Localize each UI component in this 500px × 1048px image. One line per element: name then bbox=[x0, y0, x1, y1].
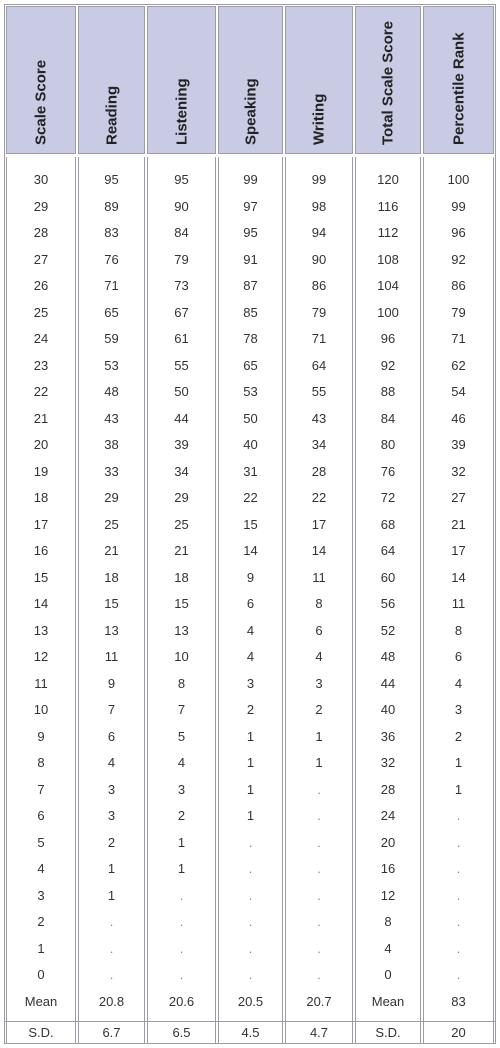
table-cell: 12 bbox=[380, 887, 396, 903]
header-speaking bbox=[218, 6, 283, 154]
table-cell: 67 bbox=[174, 304, 189, 320]
table-cell: 55 bbox=[311, 384, 327, 399]
table-cell: . bbox=[248, 887, 253, 903]
table-cell: 78 bbox=[243, 331, 258, 346]
table-cell: . bbox=[109, 914, 114, 929]
table-cell: 16 bbox=[380, 861, 396, 876]
sd-cell: 6.7 bbox=[78, 1022, 145, 1044]
table-cell: 116 bbox=[377, 198, 399, 214]
table-cell: . bbox=[317, 914, 321, 929]
table-cell: 1 bbox=[107, 887, 116, 903]
table-cell: 73 bbox=[174, 278, 189, 293]
table-cell: 60 bbox=[380, 569, 396, 585]
table-cell: . bbox=[317, 967, 321, 982]
table-cell: 32 bbox=[380, 755, 396, 770]
table-cell: . bbox=[456, 914, 461, 929]
table-cell: . bbox=[317, 834, 321, 850]
header-scale-score bbox=[6, 6, 76, 154]
table-cell: 19 bbox=[33, 463, 49, 479]
table-cell: 29 bbox=[33, 198, 49, 214]
table-cell: 56 bbox=[380, 596, 396, 611]
table-cell: 91 bbox=[243, 251, 258, 267]
table-cell: 3 bbox=[315, 675, 323, 691]
table-cell: 1 bbox=[315, 728, 323, 744]
table-cell: 96 bbox=[451, 225, 466, 240]
table-cell: 13 bbox=[104, 622, 119, 638]
table-cell: . bbox=[317, 940, 321, 956]
table-cell: 11 bbox=[104, 649, 119, 664]
table-cell: 71 bbox=[311, 331, 327, 346]
table-cell: . bbox=[248, 834, 253, 850]
table-cell: 7 bbox=[177, 702, 186, 717]
table-cell: 6 bbox=[37, 808, 45, 823]
table-cell: 15 bbox=[104, 596, 119, 611]
table-cell: 24 bbox=[33, 331, 49, 346]
table-cell: . bbox=[179, 940, 184, 956]
table-cell: 79 bbox=[451, 304, 466, 320]
table-cell: 79 bbox=[311, 304, 327, 320]
table-cell: 76 bbox=[104, 251, 119, 267]
table-cell: 27 bbox=[451, 490, 466, 505]
header-label: Scale Score bbox=[32, 59, 50, 145]
table-cell: 13 bbox=[33, 622, 49, 638]
table-cell: 48 bbox=[104, 384, 119, 399]
table-cell: 15 bbox=[174, 596, 189, 611]
table-cell: 14 bbox=[451, 569, 466, 585]
table-cell: 50 bbox=[174, 384, 189, 399]
table-cell: 1 bbox=[315, 755, 323, 770]
table-cell: 61 bbox=[174, 331, 189, 346]
table-cell: 53 bbox=[243, 384, 258, 399]
table-cell: 95 bbox=[174, 172, 189, 187]
table-cell: 1 bbox=[177, 861, 186, 876]
table-cell: 39 bbox=[174, 437, 189, 452]
header-writing bbox=[285, 6, 353, 154]
table-cell: 100 bbox=[447, 172, 470, 187]
table-cell: 1 bbox=[37, 940, 45, 956]
table-cell: 6 bbox=[107, 728, 116, 744]
table-cell: Mean bbox=[24, 993, 58, 1009]
table-cell: 2 bbox=[177, 808, 186, 823]
table-cell: . bbox=[456, 940, 461, 956]
table-cell: 28 bbox=[380, 781, 396, 797]
table-cell: 20.7 bbox=[306, 993, 332, 1009]
table-body bbox=[5, 157, 495, 1021]
table-cell: 6 bbox=[246, 596, 255, 611]
table-cell: . bbox=[179, 914, 184, 929]
table-cell: 4 bbox=[384, 940, 392, 956]
table-cell: 43 bbox=[104, 410, 119, 426]
table-cell: 120 bbox=[377, 172, 399, 187]
table-header-row bbox=[5, 5, 495, 155]
table-cell: 14 bbox=[33, 596, 49, 611]
table-cell: 18 bbox=[104, 569, 119, 585]
table-cell: 3 bbox=[37, 887, 45, 903]
table-cell: 34 bbox=[311, 437, 327, 452]
table-cell: . bbox=[456, 834, 461, 850]
table-cell: 14 bbox=[243, 543, 258, 558]
table-cell: 15 bbox=[33, 569, 49, 585]
header-label: Speaking bbox=[242, 78, 259, 145]
table-cell: 8 bbox=[177, 675, 186, 691]
table-cell: 65 bbox=[104, 304, 119, 320]
table-cell: 21 bbox=[174, 543, 189, 558]
table-cell: 20.8 bbox=[98, 993, 125, 1009]
table-cell: 2 bbox=[315, 702, 323, 717]
table-cell: 1 bbox=[246, 808, 255, 823]
table-cell: 27 bbox=[33, 251, 49, 267]
table-cell: 90 bbox=[174, 198, 189, 214]
header-label: Total Scale Score bbox=[379, 21, 397, 145]
table-cell: 14 bbox=[311, 543, 327, 558]
table-cell: 9 bbox=[107, 675, 116, 691]
table-cell: 10 bbox=[33, 702, 49, 717]
table-cell: 17 bbox=[451, 543, 466, 558]
table-cell: 104 bbox=[377, 278, 399, 293]
table-cell: 71 bbox=[104, 278, 119, 293]
table-cell: . bbox=[456, 967, 461, 982]
table-cell: 3 bbox=[107, 808, 116, 823]
table-cell: 16 bbox=[33, 543, 49, 558]
table-cell: 86 bbox=[311, 278, 327, 293]
table-cell: . bbox=[179, 967, 184, 982]
table-cell: 84 bbox=[174, 225, 189, 240]
table-cell: 4 bbox=[246, 649, 255, 664]
table-cell: . bbox=[109, 940, 114, 956]
table-cell: 32 bbox=[451, 463, 466, 479]
table-cell: 4 bbox=[454, 675, 463, 691]
table-cell: 95 bbox=[104, 172, 119, 187]
table-cell: 2 bbox=[107, 834, 116, 850]
table-cell: 83 bbox=[451, 993, 466, 1009]
sd-cell: 20 bbox=[423, 1022, 494, 1044]
table-cell: 30 bbox=[33, 172, 49, 187]
table-cell: 9 bbox=[37, 728, 45, 744]
table-cell: 20.5 bbox=[237, 993, 264, 1009]
sd-cell: 4.7 bbox=[285, 1022, 353, 1044]
table-cell: 11 bbox=[312, 569, 326, 585]
table-cell: 46 bbox=[451, 410, 466, 426]
table-cell: 1 bbox=[454, 781, 463, 797]
header-label: Reading bbox=[103, 85, 120, 145]
table-cell: 2 bbox=[246, 702, 255, 717]
table-cell: . bbox=[248, 861, 253, 876]
table-cell: 20 bbox=[33, 437, 49, 452]
table-cell: 68 bbox=[380, 516, 396, 532]
table-cell: 92 bbox=[451, 251, 466, 267]
table-cell: 90 bbox=[311, 251, 327, 267]
table-cell: 6 bbox=[315, 622, 323, 638]
table-cell: . bbox=[456, 887, 461, 903]
table-cell: 1 bbox=[246, 755, 255, 770]
table-cell: 4 bbox=[315, 649, 323, 664]
table-cell: 1 bbox=[246, 728, 255, 744]
score-table bbox=[4, 4, 496, 1044]
table-cell: 62 bbox=[451, 357, 466, 373]
column-total-scale-score bbox=[355, 157, 421, 1021]
column-listening bbox=[147, 157, 216, 1021]
table-cell: 84 bbox=[380, 410, 396, 426]
table-cell: 96 bbox=[380, 331, 396, 346]
header-label: Listening bbox=[173, 78, 190, 145]
table-cell: 85 bbox=[243, 304, 258, 320]
table-cell: . bbox=[317, 808, 321, 823]
table-cell: 8 bbox=[454, 622, 463, 638]
table-cell: 5 bbox=[37, 834, 45, 850]
table-cell: 22 bbox=[243, 490, 258, 505]
table-cell: 25 bbox=[104, 516, 119, 532]
header-label: Percentile Rank bbox=[450, 32, 467, 145]
table-cell: 3 bbox=[246, 675, 255, 691]
table-cell: 92 bbox=[380, 357, 396, 373]
table-cell: 20 bbox=[380, 834, 396, 850]
table-cell: . bbox=[179, 887, 184, 903]
table-cell: 6 bbox=[454, 649, 463, 664]
table-cell: 28 bbox=[311, 463, 327, 479]
table-cell: 29 bbox=[104, 490, 119, 505]
table-cell: 95 bbox=[243, 225, 258, 240]
table-cell: 52 bbox=[380, 622, 396, 638]
table-cell: 76 bbox=[380, 463, 396, 479]
table-cell: 64 bbox=[380, 543, 396, 558]
table-cell: 8 bbox=[315, 596, 323, 611]
column-percentile-rank bbox=[423, 157, 494, 1021]
table-cell: 21 bbox=[33, 410, 49, 426]
table-cell: 1 bbox=[246, 781, 255, 797]
table-cell: 112 bbox=[377, 225, 399, 240]
table-cell: . bbox=[248, 914, 253, 929]
table-cell: 9 bbox=[246, 569, 255, 585]
table-cell: 23 bbox=[33, 357, 49, 373]
table-cell: 21 bbox=[104, 543, 119, 558]
table-cell: 8 bbox=[37, 755, 45, 770]
table-cell: 86 bbox=[451, 278, 466, 293]
table-cell: 7 bbox=[107, 702, 116, 717]
sd-cell: 4.5 bbox=[218, 1022, 283, 1044]
table-cell: 4 bbox=[177, 755, 186, 770]
table-cell: 17 bbox=[311, 516, 327, 532]
table-cell: 72 bbox=[380, 490, 396, 505]
header-reading bbox=[78, 6, 145, 154]
column-scale-score bbox=[6, 157, 76, 1021]
table-cell: 4 bbox=[246, 622, 255, 638]
table-cell: 1 bbox=[107, 861, 116, 876]
header-label: Writing bbox=[310, 93, 328, 145]
table-cell: 31 bbox=[243, 463, 258, 479]
table-cell: 13 bbox=[174, 622, 189, 638]
table-cell: 98 bbox=[311, 198, 327, 214]
table-cell: . bbox=[109, 967, 114, 982]
table-cell: 12 bbox=[33, 649, 49, 664]
table-cell: 89 bbox=[104, 198, 119, 214]
table-cell: 97 bbox=[243, 198, 258, 214]
table-cell: 38 bbox=[104, 437, 119, 452]
table-cell: 2 bbox=[37, 914, 45, 929]
table-cell: 48 bbox=[380, 649, 396, 664]
table-cell: 64 bbox=[311, 357, 327, 373]
table-cell: 22 bbox=[33, 384, 49, 399]
table-cell: 53 bbox=[104, 357, 119, 373]
table-cell: 59 bbox=[104, 331, 119, 346]
table-cell: 54 bbox=[451, 384, 466, 399]
table-cell: . bbox=[456, 808, 461, 823]
sd-cell: S.D. bbox=[6, 1022, 76, 1044]
table-cell: 4 bbox=[107, 755, 116, 770]
table-cell: . bbox=[456, 861, 461, 876]
table-cell: 3 bbox=[177, 781, 186, 797]
table-cell: 99 bbox=[243, 172, 258, 187]
table-cell: 71 bbox=[451, 331, 466, 346]
table-cell: 8 bbox=[384, 914, 392, 929]
table-cell: 1 bbox=[177, 834, 186, 850]
table-cell: 99 bbox=[451, 198, 466, 214]
table-cell: 11 bbox=[34, 675, 48, 691]
table-cell: 28 bbox=[33, 225, 49, 240]
table-cell: 15 bbox=[243, 516, 258, 532]
table-cell: 40 bbox=[380, 702, 396, 717]
column-writing bbox=[285, 157, 353, 1021]
table-cell: 108 bbox=[377, 251, 399, 267]
table-cell: 24 bbox=[380, 808, 396, 823]
header-total-scale-score bbox=[355, 6, 421, 154]
sd-cell: 6.5 bbox=[147, 1022, 216, 1044]
table-cell: 40 bbox=[243, 437, 258, 452]
table-cell: . bbox=[248, 940, 253, 956]
table-cell: 17 bbox=[33, 516, 49, 532]
table-cell: 21 bbox=[451, 516, 466, 532]
table-cell: 25 bbox=[33, 304, 49, 320]
table-cell: 99 bbox=[311, 172, 327, 187]
table-cell: 94 bbox=[311, 225, 327, 240]
sd-row bbox=[5, 1021, 495, 1044]
table-cell: 0 bbox=[37, 967, 45, 982]
table-cell: 7 bbox=[37, 781, 45, 797]
table-cell: 0 bbox=[384, 967, 392, 982]
header-listening bbox=[147, 6, 216, 154]
table-cell: 43 bbox=[311, 410, 327, 426]
table-cell: 3 bbox=[454, 702, 463, 717]
table-cell: . bbox=[317, 887, 321, 903]
table-cell: 22 bbox=[311, 490, 327, 505]
table-cell: . bbox=[248, 967, 253, 982]
table-cell: 26 bbox=[33, 278, 49, 293]
table-cell: 1 bbox=[454, 755, 463, 770]
table-cell: . bbox=[317, 781, 321, 797]
table-cell: 65 bbox=[243, 357, 258, 373]
table-cell: 18 bbox=[174, 569, 189, 585]
table-cell: 39 bbox=[451, 437, 466, 452]
table-cell: 25 bbox=[174, 516, 189, 532]
table-cell: 87 bbox=[243, 278, 258, 293]
table-cell: 34 bbox=[174, 463, 189, 479]
table-cell: 4 bbox=[37, 861, 45, 876]
table-cell: 20.6 bbox=[168, 993, 195, 1009]
table-cell: 18 bbox=[33, 490, 49, 505]
table-cell: 44 bbox=[174, 410, 189, 426]
table-cell: 100 bbox=[377, 304, 399, 320]
sd-cell: S.D. bbox=[355, 1022, 421, 1044]
table-cell: 33 bbox=[104, 463, 119, 479]
column-reading bbox=[78, 157, 145, 1021]
table-cell: Mean bbox=[371, 993, 405, 1009]
table-cell: 2 bbox=[454, 728, 463, 744]
header-percentile-rank bbox=[423, 6, 494, 154]
table-cell: 29 bbox=[174, 490, 189, 505]
table-cell: 50 bbox=[243, 410, 258, 426]
table-cell: 11 bbox=[451, 596, 466, 611]
table-cell: 80 bbox=[380, 437, 396, 452]
table-cell: 3 bbox=[107, 781, 116, 797]
table-cell: 55 bbox=[174, 357, 189, 373]
table-cell: 36 bbox=[380, 728, 396, 744]
table-cell: 79 bbox=[174, 251, 189, 267]
column-speaking bbox=[218, 157, 283, 1021]
table-cell: 44 bbox=[380, 675, 396, 691]
table-cell: 88 bbox=[380, 384, 396, 399]
table-cell: 5 bbox=[177, 728, 186, 744]
table-cell: . bbox=[317, 861, 321, 876]
table-cell: 10 bbox=[174, 649, 189, 664]
table-cell: 83 bbox=[104, 225, 119, 240]
